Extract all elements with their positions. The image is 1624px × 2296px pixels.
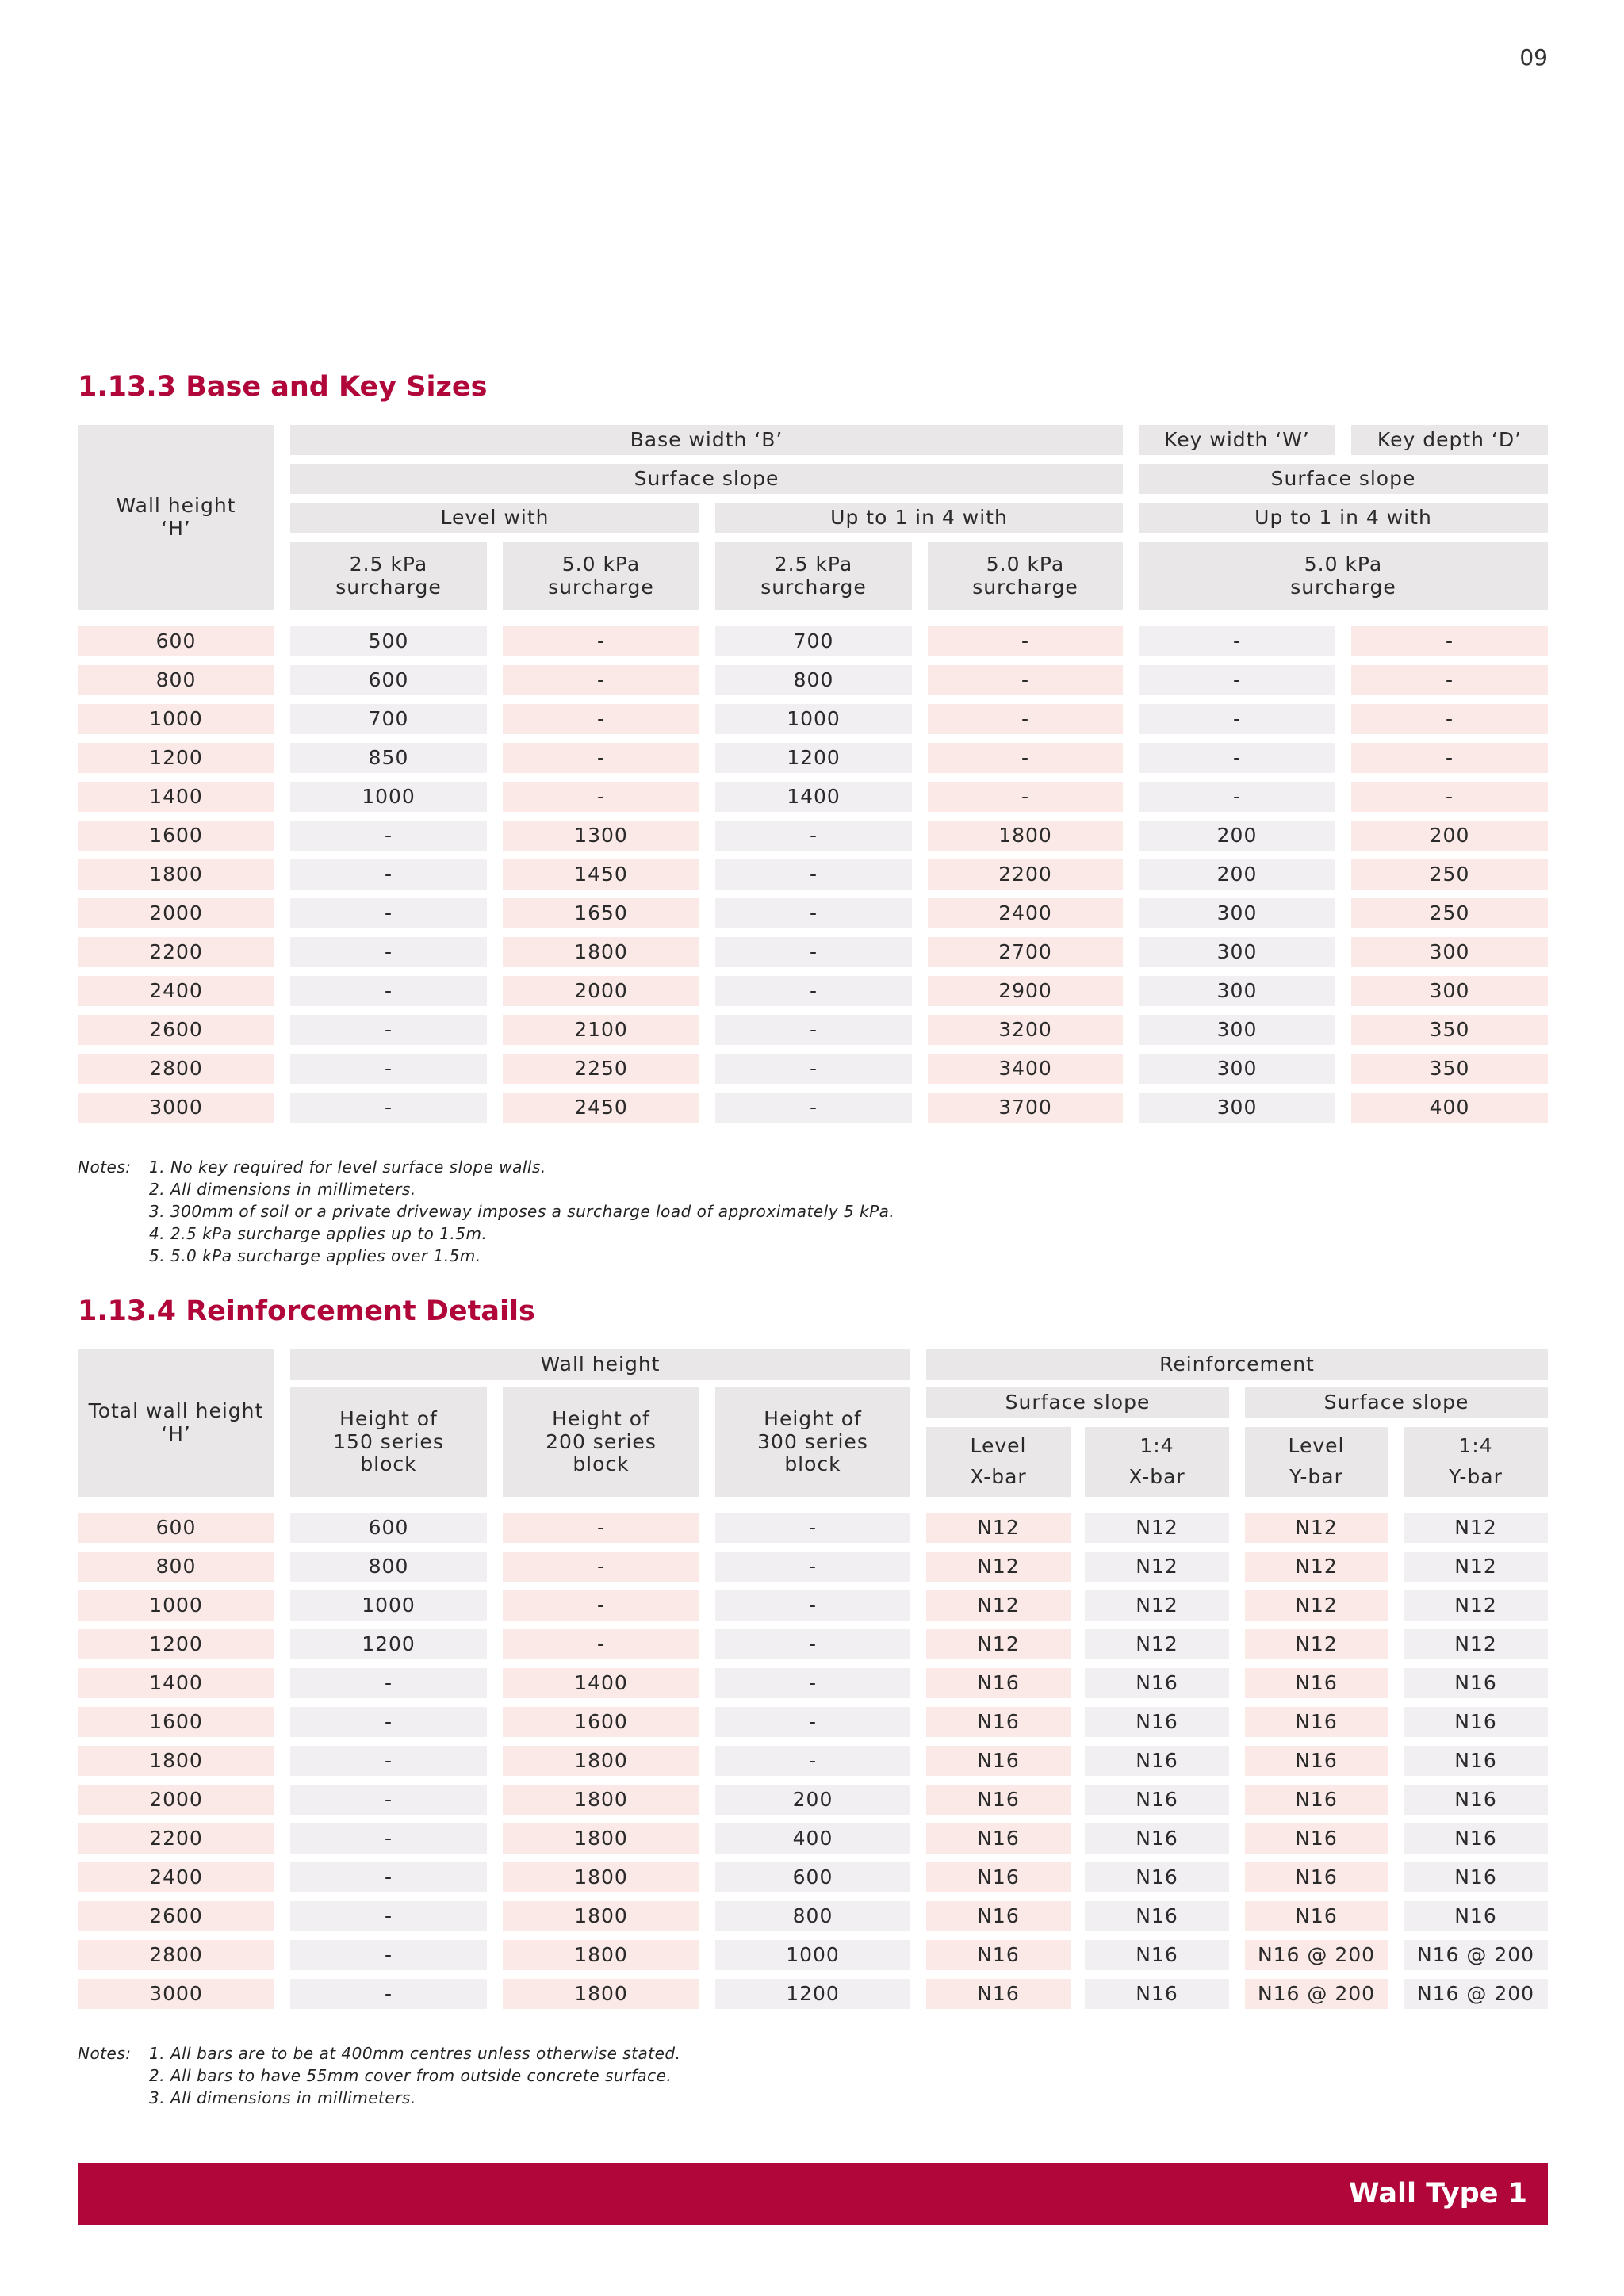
row-header-cell: 2000 (78, 1785, 274, 1815)
table-cell: 800 (715, 665, 912, 695)
header-2-5-kpa-level: 2.5 kPa surcharge (290, 542, 487, 610)
table-cell: - (928, 704, 1123, 734)
table-cell: - (715, 898, 912, 928)
table-cell: - (290, 1901, 487, 1931)
table-cell: N16 (1085, 1785, 1229, 1815)
header-surface-slope-key: Surface slope (1139, 464, 1548, 494)
row-header-cell: 2200 (78, 1823, 274, 1854)
table-cell: - (928, 665, 1123, 695)
table-cell: N16 (1245, 1901, 1388, 1931)
header-key-width: Key width ‘W’ (1139, 425, 1335, 455)
table-cell: N16 (1085, 1823, 1229, 1854)
table-cell: 2400 (928, 898, 1123, 928)
table-cell: 1800 (503, 1746, 699, 1776)
table-cell: 1800 (928, 821, 1123, 851)
table-cell: - (290, 1746, 487, 1776)
note-item: 2. All bars to have 55mm cover from outside concrete surface. (149, 2066, 672, 2085)
table-cell: 1400 (715, 782, 912, 812)
notes-label: Notes: (78, 1158, 132, 1177)
header-5-0-kpa-slope: 5.0 kPa surcharge (928, 542, 1123, 610)
header-150-series: Height of 150 series block (290, 1387, 487, 1497)
section-title-reinforcement: 1.13.4 Reinforcement Details (78, 1295, 535, 1327)
table-cell: - (1139, 782, 1335, 812)
header-level-with: Level with (290, 503, 699, 533)
table-cell: - (715, 1093, 912, 1123)
table-cell: 600 (715, 1862, 910, 1892)
table-cell: 1200 (715, 743, 912, 773)
header-reinforcement-group: Reinforcement (926, 1349, 1548, 1380)
page-number: 09 (1519, 44, 1548, 71)
row-header-cell: 1000 (78, 1590, 274, 1621)
table-cell: - (290, 1015, 487, 1045)
table-cell: 1400 (503, 1668, 699, 1698)
header-5-0-kpa-level: 5.0 kPa surcharge (503, 542, 699, 610)
table-cell: N12 (1404, 1552, 1548, 1582)
table-cell: N16 (1245, 1862, 1388, 1892)
row-header-cell: 3000 (78, 1979, 274, 2009)
table-cell: 1800 (503, 1979, 699, 2009)
table-cell: 1800 (503, 1940, 699, 1970)
table-cell: - (1139, 665, 1335, 695)
table-cell: 700 (715, 626, 912, 656)
table-cell: - (715, 937, 912, 967)
table-cell: - (503, 665, 699, 695)
table-cell: N16 @ 200 (1404, 1979, 1548, 2009)
table-cell: 1000 (715, 1940, 910, 1970)
table-cell: 800 (290, 1552, 487, 1582)
table-cell: 3400 (928, 1054, 1123, 1084)
table-cell: 600 (290, 1513, 487, 1543)
table-cell: N16 (1085, 1668, 1229, 1698)
table-cell: - (290, 1862, 487, 1892)
table-cell: - (928, 782, 1123, 812)
row-header-cell: 800 (78, 665, 274, 695)
table-cell: N16 (1245, 1668, 1388, 1698)
table-cell: 1650 (503, 898, 699, 928)
table-cell: 400 (715, 1823, 910, 1854)
row-header-cell: 2800 (78, 1940, 274, 1970)
table-cell: 400 (1351, 1093, 1548, 1123)
table-cell: N12 (1404, 1629, 1548, 1659)
table-cell: 850 (290, 743, 487, 773)
base-key-sizes-table (78, 425, 1548, 1123)
table-cell: 350 (1351, 1054, 1548, 1084)
table-cell: - (1139, 743, 1335, 773)
table-cell: 1800 (503, 1901, 699, 1931)
table-cell: - (1351, 704, 1548, 734)
table-cell: 1000 (290, 1590, 487, 1621)
note-item: 1. All bars are to be at 400mm centres unless otherwise stated. (149, 2044, 681, 2063)
table-cell: N16 (1245, 1785, 1388, 1815)
row-header-cell: 3000 (78, 1093, 274, 1123)
table-cell: 1000 (715, 704, 912, 734)
table-cell: N16 (1404, 1746, 1548, 1776)
footer-title: Wall Type 1 (1348, 2178, 1527, 2210)
table-cell: N16 (1085, 1707, 1229, 1737)
table-cell: - (715, 1054, 912, 1084)
table-cell: 1000 (290, 782, 487, 812)
table-cell: N16 (926, 1785, 1071, 1815)
section-title-base-key: 1.13.3 Base and Key Sizes (78, 371, 488, 403)
table-cell: 2450 (503, 1093, 699, 1123)
table-cell: - (290, 1707, 487, 1737)
table-cell: - (1139, 626, 1335, 656)
table-cell: 600 (290, 665, 487, 695)
table-cell: N12 (926, 1513, 1071, 1543)
reinforcement-details-table (78, 1349, 1548, 2015)
table-cell: N16 (1404, 1901, 1548, 1931)
table-cell: - (715, 859, 912, 890)
header-base-width: Base width ‘B’ (290, 425, 1123, 455)
header-up-to-1-in-4-key: Up to 1 in 4 with (1139, 503, 1548, 533)
table-cell: 350 (1351, 1015, 1548, 1045)
table-cell: 500 (290, 626, 487, 656)
table-cell: - (290, 1940, 487, 1970)
table-cell: 200 (1351, 821, 1548, 851)
table-cell: N16 (1245, 1707, 1388, 1737)
table-cell: 1200 (290, 1629, 487, 1659)
row-header-cell: 600 (78, 1513, 274, 1543)
table-cell: - (1139, 704, 1335, 734)
header-wall-height-group: Wall height (290, 1349, 910, 1380)
row-header-cell: 1000 (78, 704, 274, 734)
row-header-cell: 1400 (78, 1668, 274, 1698)
row-header-cell: 1200 (78, 743, 274, 773)
table-cell: N16 (1404, 1785, 1548, 1815)
row-header-cell: 2000 (78, 898, 274, 928)
row-header-cell: 1600 (78, 821, 274, 851)
table-cell: 2200 (928, 859, 1123, 890)
table-cell: 3700 (928, 1093, 1123, 1123)
table-cell: 2250 (503, 1054, 699, 1084)
table-cell: - (503, 743, 699, 773)
table-cell: - (1351, 665, 1548, 695)
table-cell: - (290, 821, 487, 851)
row-header-cell: 2800 (78, 1054, 274, 1084)
row-header-cell: 1800 (78, 1746, 274, 1776)
table-cell: - (715, 1668, 910, 1698)
table-cell: 200 (715, 1785, 910, 1815)
table-cell: - (290, 859, 487, 890)
table-cell: N16 (1085, 1979, 1229, 2009)
table-cell: N16 (1085, 1940, 1229, 1970)
note-item: 5. 5.0 kPa surcharge applies over 1.5m. (149, 1246, 481, 1265)
table-cell: 2100 (503, 1015, 699, 1045)
table-cell: - (928, 626, 1123, 656)
table-cell: - (503, 782, 699, 812)
table-cell: 300 (1139, 976, 1335, 1006)
table-cell: N16 (1085, 1901, 1229, 1931)
table-cell: N16 (1085, 1746, 1229, 1776)
header-level-x-bar: Level X-bar (926, 1427, 1071, 1497)
row-header-cell: 1400 (78, 782, 274, 812)
table-cell: - (290, 1093, 487, 1123)
header-surface-slope-base: Surface slope (290, 464, 1123, 494)
table-cell: N16 (926, 1823, 1071, 1854)
table-cell: - (715, 1629, 910, 1659)
table-cell: - (503, 1590, 699, 1621)
table-cell: - (290, 1668, 487, 1698)
table-cell: - (503, 1513, 699, 1543)
table-cell: N12 (1245, 1552, 1388, 1582)
table-cell: N12 (1245, 1590, 1388, 1621)
table-cell: N12 (1085, 1513, 1229, 1543)
table-cell: 250 (1351, 898, 1548, 928)
note-item: 4. 2.5 kPa surcharge applies up to 1.5m. (149, 1224, 488, 1243)
header-surface-slope-y: Surface slope (1245, 1387, 1548, 1418)
table-cell: N12 (1245, 1513, 1388, 1543)
table-cell: N16 (1404, 1707, 1548, 1737)
table-cell: N16 @ 200 (1245, 1940, 1388, 1970)
table-cell: - (715, 1552, 910, 1582)
table-cell: N16 (1404, 1668, 1548, 1698)
table-cell: N16 @ 200 (1245, 1979, 1388, 2009)
header-1-4-y-bar: 1:4 Y-bar (1404, 1427, 1548, 1497)
table-cell: - (1351, 782, 1548, 812)
table-cell: N12 (1085, 1629, 1229, 1659)
header-2-5-kpa-slope: 2.5 kPa surcharge (715, 542, 912, 610)
table-cell: 2000 (503, 976, 699, 1006)
table-cell: N12 (926, 1552, 1071, 1582)
header-key-depth: Key depth ‘D’ (1351, 425, 1548, 455)
table-cell: - (715, 821, 912, 851)
table-cell: 300 (1351, 937, 1548, 967)
table-cell: 200 (1139, 821, 1335, 851)
row-header-cell: 2400 (78, 976, 274, 1006)
header-total-wall-height: Total wall height ‘H’ (78, 1349, 274, 1497)
note-item: 3. All dimensions in millimeters. (149, 2088, 416, 2107)
table-cell: N16 (926, 1746, 1071, 1776)
row-header-cell: 1800 (78, 859, 274, 890)
header-1-4-x-bar: 1:4 X-bar (1085, 1427, 1229, 1497)
table-cell: N12 (926, 1629, 1071, 1659)
table-cell: 700 (290, 704, 487, 734)
row-header-cell: 1600 (78, 1707, 274, 1737)
table-cell: N16 (926, 1668, 1071, 1698)
table-cell: 2900 (928, 976, 1123, 1006)
table-cell: 1600 (503, 1707, 699, 1737)
header-5-0-kpa-key: 5.0 kPa surcharge (1139, 542, 1548, 610)
header-wall-height: Wall height ‘H’ (78, 425, 274, 610)
table-cell: - (290, 937, 487, 967)
table-cell: - (715, 1590, 910, 1621)
table-cell: N16 (1404, 1823, 1548, 1854)
table-cell: - (503, 626, 699, 656)
table-cell: - (1351, 626, 1548, 656)
table-cell: 300 (1139, 937, 1335, 967)
table-cell: 300 (1139, 898, 1335, 928)
table-cell: N16 (926, 1862, 1071, 1892)
table-cell: 2700 (928, 937, 1123, 967)
table-cell: - (290, 1823, 487, 1854)
note-item: 2. All dimensions in millimeters. (149, 1180, 416, 1199)
table-cell: 250 (1351, 859, 1548, 890)
table-cell: - (290, 1785, 487, 1815)
table-cell: N16 (926, 1940, 1071, 1970)
table-cell: N12 (1245, 1629, 1388, 1659)
table-cell: 300 (1139, 1054, 1335, 1084)
table-cell: N16 @ 200 (1404, 1940, 1548, 1970)
table-cell: - (503, 1552, 699, 1582)
table-cell: N16 (1404, 1862, 1548, 1892)
table-cell: 1200 (715, 1979, 910, 2009)
table-cell: - (290, 1979, 487, 2009)
table-cell: - (290, 898, 487, 928)
row-header-cell: 1200 (78, 1629, 274, 1659)
notes-label: Notes: (78, 2044, 132, 2063)
table-cell: - (928, 743, 1123, 773)
table-cell: 300 (1139, 1015, 1335, 1045)
table-cell: 1800 (503, 937, 699, 967)
table-cell: N16 (926, 1979, 1071, 2009)
table-cell: N16 (1245, 1746, 1388, 1776)
row-header-cell: 2200 (78, 937, 274, 967)
header-surface-slope-x: Surface slope (926, 1387, 1229, 1418)
table-cell: N16 (1085, 1862, 1229, 1892)
table-cell: - (715, 976, 912, 1006)
header-200-series: Height of 200 series block (503, 1387, 699, 1497)
table-cell: - (715, 1707, 910, 1737)
row-header-cell: 2600 (78, 1015, 274, 1045)
table-cell: N16 (1245, 1823, 1388, 1854)
table-cell: N12 (1404, 1513, 1548, 1543)
table-cell: N16 (926, 1707, 1071, 1737)
footer-bar (78, 2163, 1548, 2225)
table-cell: N12 (1085, 1552, 1229, 1582)
table-cell: - (290, 976, 487, 1006)
note-item: 1. No key required for level surface slope walls. (149, 1158, 546, 1177)
table-cell: N16 (926, 1901, 1071, 1931)
row-header-cell: 2400 (78, 1862, 274, 1892)
table-cell: N12 (926, 1590, 1071, 1621)
table-cell: - (715, 1015, 912, 1045)
row-header-cell: 600 (78, 626, 274, 656)
header-300-series: Height of 300 series block (715, 1387, 910, 1497)
table-cell: - (290, 1054, 487, 1084)
table-cell: 1800 (503, 1862, 699, 1892)
table-cell: 1450 (503, 859, 699, 890)
table-cell: 800 (715, 1901, 910, 1931)
base-key-notes (78, 1156, 1029, 1275)
table-cell: 1800 (503, 1785, 699, 1815)
table-cell: - (715, 1513, 910, 1543)
table-cell: 300 (1351, 976, 1548, 1006)
table-cell: 200 (1139, 859, 1335, 890)
row-header-cell: 2600 (78, 1901, 274, 1931)
table-cell: - (715, 1746, 910, 1776)
table-cell: - (503, 1629, 699, 1659)
row-header-cell: 800 (78, 1552, 274, 1582)
reinforcement-notes (78, 2042, 1029, 2114)
table-cell: N12 (1085, 1590, 1229, 1621)
note-item: 3. 300mm of soil or a private driveway imposes a surcharge load of approximately 5 kPa. (149, 1202, 895, 1221)
table-cell: - (1351, 743, 1548, 773)
table-cell: 3200 (928, 1015, 1123, 1045)
table-cell: 1300 (503, 821, 699, 851)
table-cell: N12 (1404, 1590, 1548, 1621)
table-cell: 300 (1139, 1093, 1335, 1123)
table-cell: - (503, 704, 699, 734)
table-cell: 1800 (503, 1823, 699, 1854)
header-up-to-1-in-4-base: Up to 1 in 4 with (715, 503, 1123, 533)
header-level-y-bar: Level Y-bar (1245, 1427, 1388, 1497)
